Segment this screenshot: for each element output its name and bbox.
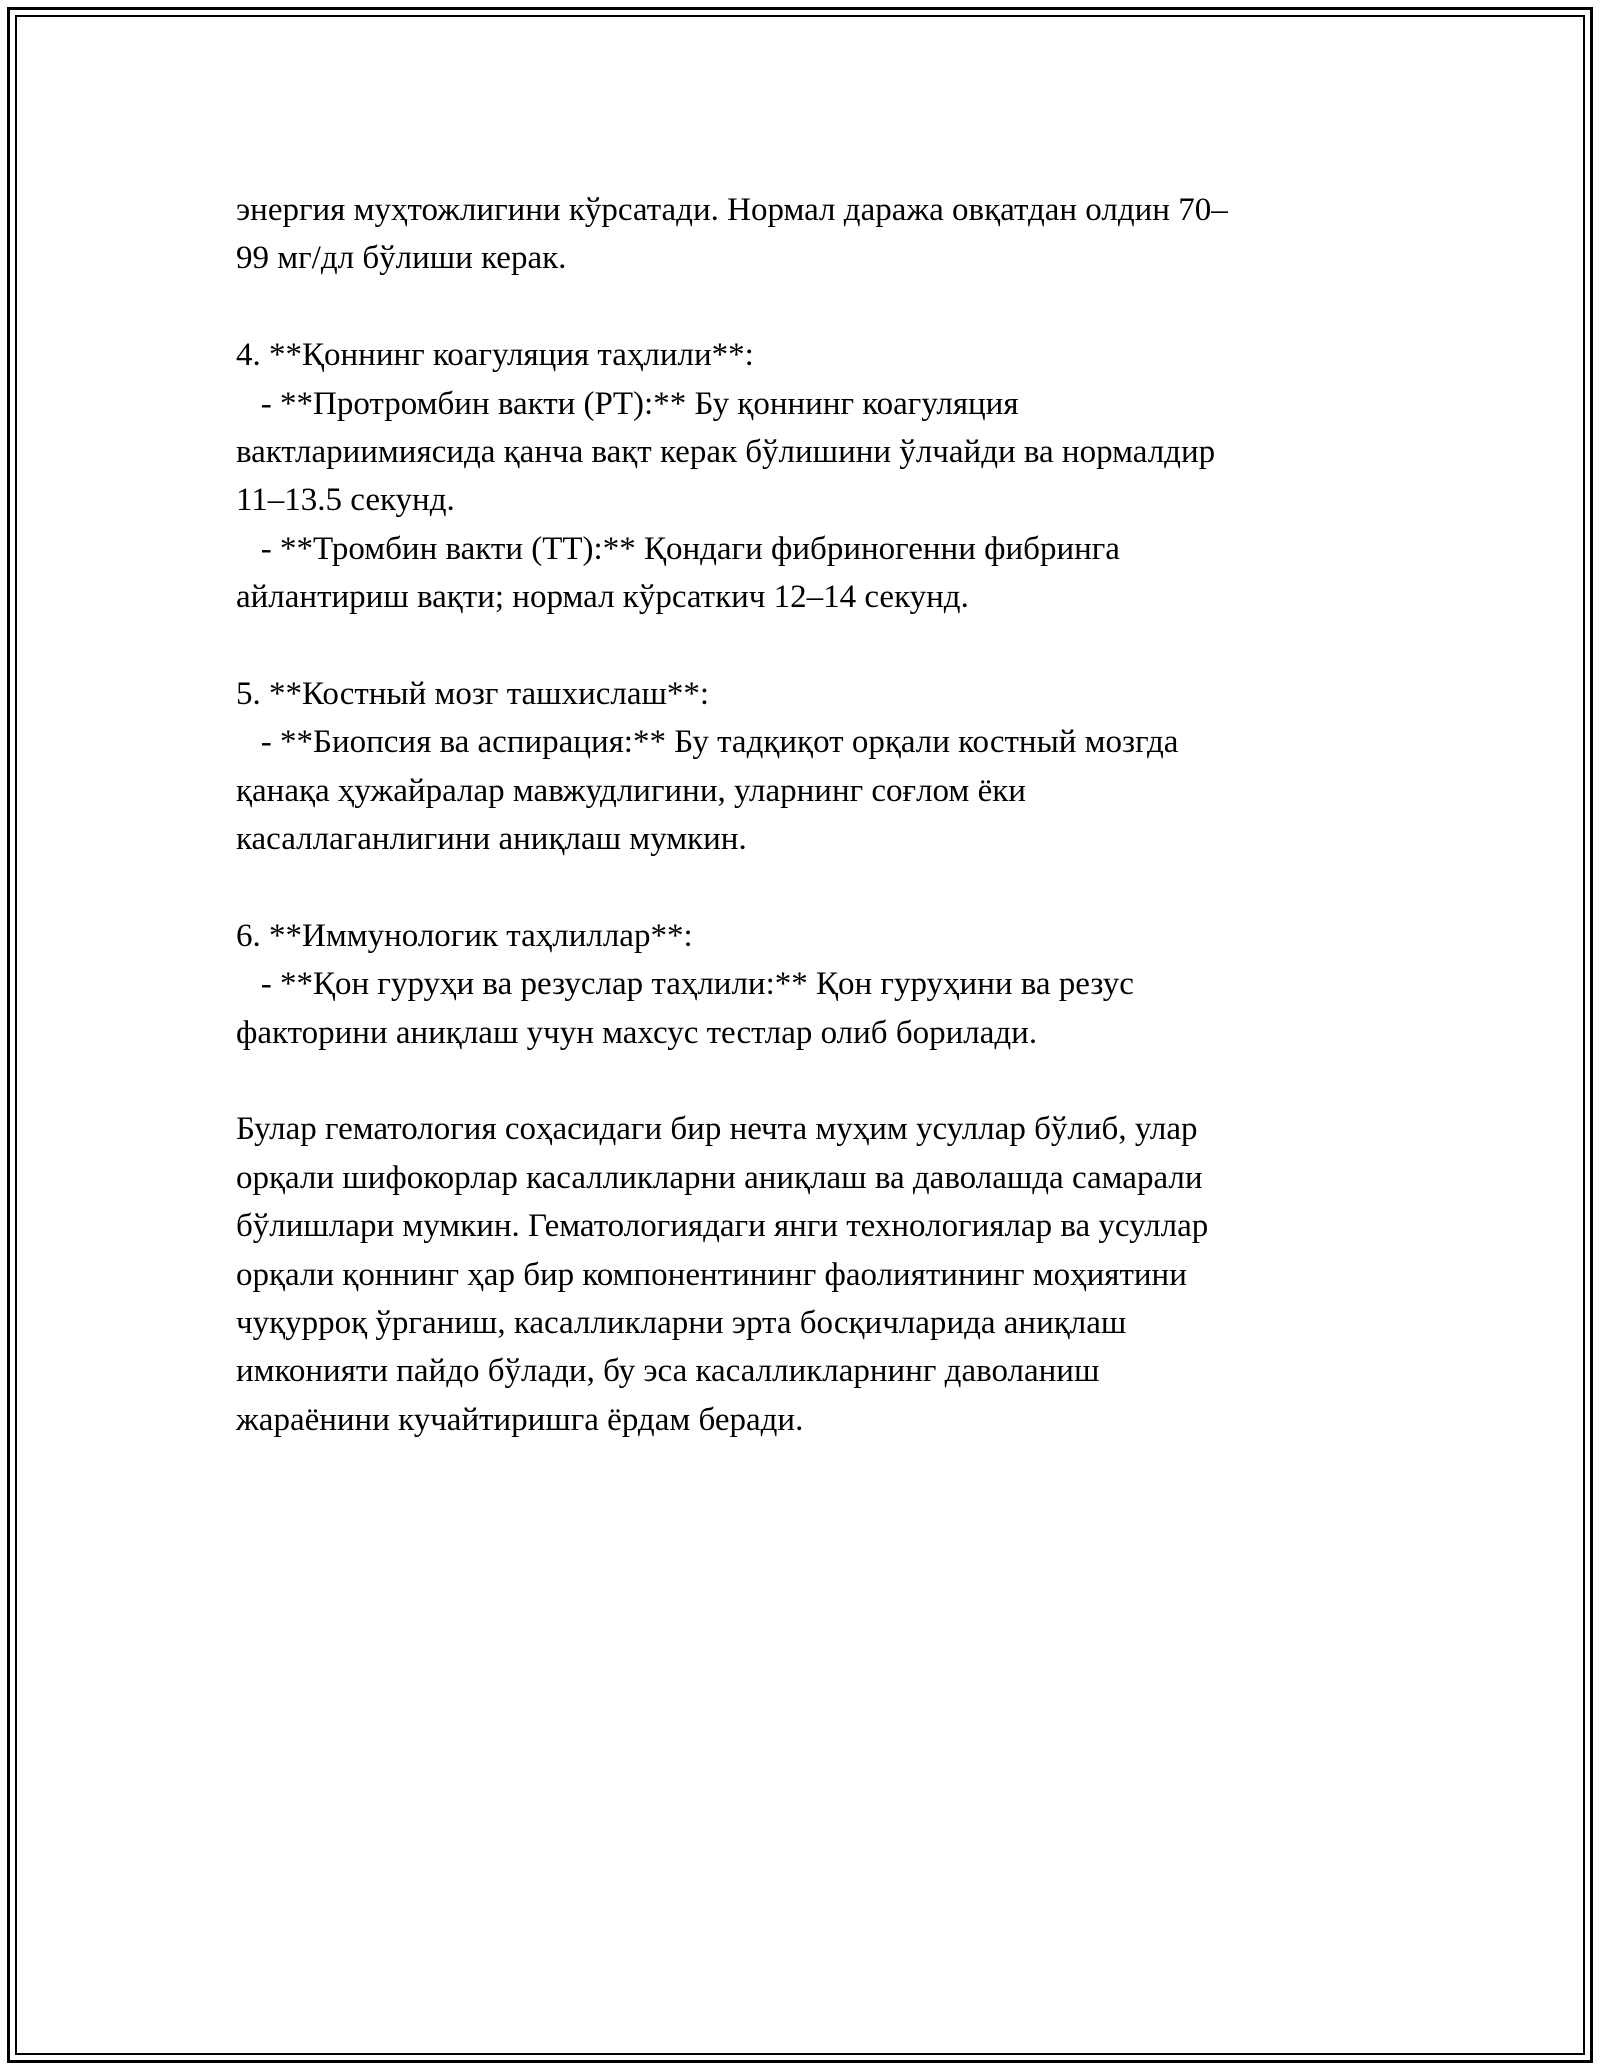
paragraph-line: орқали шифокорлар касалликларни аниқлаш ва даволашда самарали [236, 1159, 1203, 1196]
section-heading: 5. **Костный мозг ташхислаш**: [236, 675, 710, 712]
text-line: 99 мг/дл бўлиши керак. [236, 240, 567, 277]
text-line: қанақа ҳужайралар мавжудлигини, уларнинг соғлом ёки [236, 772, 1026, 809]
text-line: айлантириш вақти; нормал кўрсаткич 12–14 секунд. [236, 579, 969, 616]
blank-line [236, 622, 1366, 670]
document-body [236, 186, 1366, 1444]
section-heading: 6. **Иммунологик таҳлиллар**: [236, 917, 693, 954]
paragraph-line: чуқурроқ ўрганиш, касалликларни эрта босқичларида аниқлаш [236, 1304, 1127, 1341]
paragraph-line: имконияти пайдо бўлади, бу эса касалликларнинг даволаниш [236, 1353, 1100, 1390]
list-item: - **Протромбин вакти (PT):** Бу қоннинг коагуляция [236, 385, 1019, 422]
blank-line [236, 283, 1366, 331]
list-item: - **Қон гуруҳи ва резуслар таҳлили:** Қон гуруҳини ва резус [236, 966, 1134, 1003]
text-line: вактлариимиясида қанча вақт керак бўлишини ўлчайди ва нормалдир [236, 433, 1216, 470]
paragraph-line: орқали қоннинг ҳар бир компонентининг фаолиятининг моҳиятини [236, 1256, 1187, 1293]
paragraph-line: Булар гематология соҳасидаги бир нечта муҳим усуллар бўлиб, улар [236, 1111, 1198, 1148]
paragraph-line: жараёнини кучайтиришга ёрдам беради. [236, 1401, 804, 1438]
text-line: касаллаганлигини аниқлаш мумкин. [236, 821, 747, 858]
blank-line [236, 863, 1366, 911]
text-line: факторини аниқлаш учун махсус тестлар олиб борилади. [236, 1014, 1038, 1051]
text-line: 11–13.5 секунд. [236, 482, 455, 519]
list-item: - **Тромбин вакти (TT):** Қондаги фибриногенни фибринга [236, 530, 1120, 567]
paragraph-line: бўлишлари мумкин. Гематологиядаги янги технологиялар ва усуллар [236, 1208, 1209, 1245]
text-line: энергия муҳтожлигини кўрсатади. Нормал даража овқатдан олдин 70– [236, 192, 1228, 228]
blank-line [236, 1057, 1366, 1105]
list-item: - **Биопсия ва аспирация:** Бу тадқиқот орқали костный мозгда [236, 724, 1179, 761]
section-heading: 4. **Қоннинг коагуляция таҳлили**: [236, 337, 754, 374]
